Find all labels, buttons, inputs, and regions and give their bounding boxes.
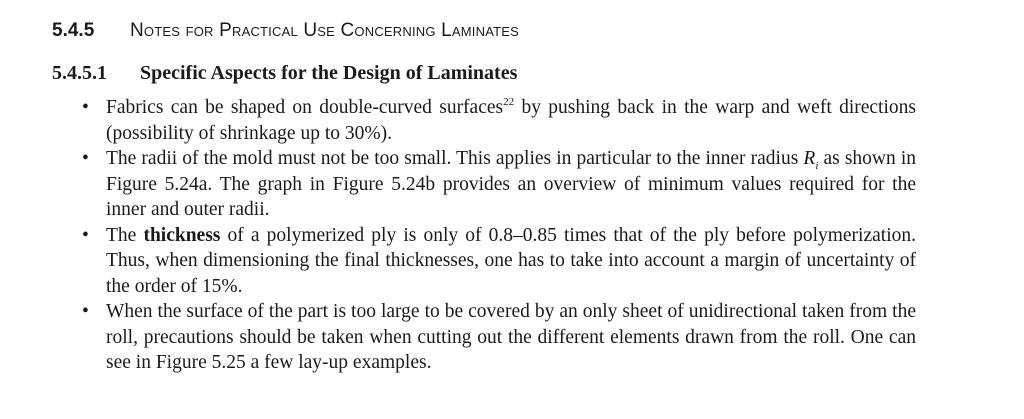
subsection-number: 5.4.5.1 <box>52 62 107 84</box>
bullet-marker: • <box>82 148 89 169</box>
footnote-marker: 22 <box>503 96 515 108</box>
bold-term: thickness <box>143 224 221 246</box>
list-item <box>76 146 916 223</box>
bullet-4-text: When the surface of the part is too large to be covered by an only sheet of unidirectional taken from the roll, precautions should be taken when cutting out the different elements drawn from the roll. One can see in Figure 5.25 a few lay-up examples. <box>106 301 916 373</box>
section-title: Notes for Practical Use Concerning Laminates <box>130 20 519 41</box>
bullet-marker: • <box>82 224 89 246</box>
section-heading <box>52 20 519 42</box>
bullet-2-text-start: The radii of the mold must not be too small. This applies in particular to the inner radius <box>106 148 804 169</box>
radius-subscript: i <box>815 159 819 172</box>
subsection-heading <box>52 62 517 85</box>
radius-variable: R <box>803 148 816 169</box>
bullet-3-text-end: of a polymerized ply is only of 0.8–0.85 times that of the ply before polymerization. Thus, when dimensioning the final thicknesses, one has to take into account a margin of uncertainty of the order of 15%. <box>106 224 916 297</box>
section-number: 5.4.5 <box>52 20 95 41</box>
bullet-marker: • <box>82 301 89 322</box>
bullet-2-text-end: as shown in Figure 5.24a. The graph in Figure 5.24b provides an overview of minimum values required for the inner and outer radii. <box>106 148 916 220</box>
list-item <box>76 95 916 146</box>
list-item <box>76 299 916 376</box>
bullet-marker: • <box>82 97 89 118</box>
inner-radius-symbol <box>803 148 819 172</box>
bullet-1-text-end: by pushing back in the warp and weft directions (possibility of shrinkage up to 30%). <box>106 97 916 144</box>
bullet-list <box>76 95 916 376</box>
list-item <box>76 223 916 300</box>
bullet-3-text-start: The <box>106 224 144 246</box>
bullet-1-text-start: Fabrics can be shaped on double-curved surfaces <box>106 97 504 118</box>
subsection-title: Specific Aspects for the Design of Laminates <box>140 62 518 84</box>
